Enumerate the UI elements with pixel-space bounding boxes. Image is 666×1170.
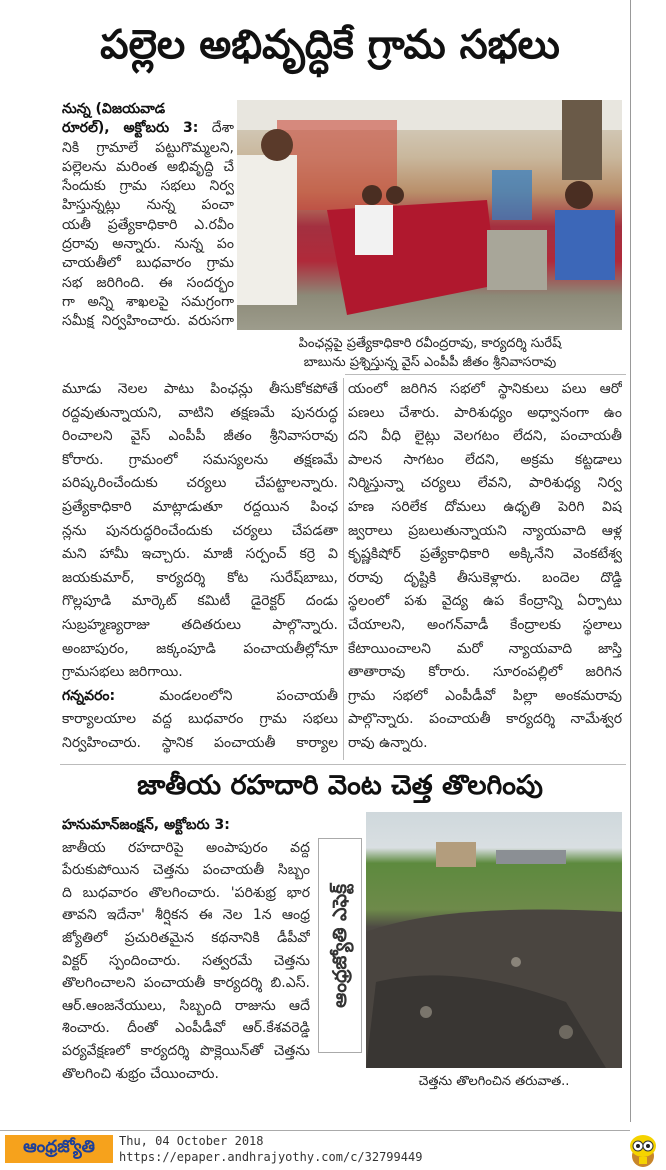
article1-right-column (348, 378, 622, 756)
text-line (62, 520, 338, 544)
line-text: యతీ ప్రత్యేకాధికారి ఎ.రవీం (62, 216, 234, 233)
text-line (62, 590, 338, 614)
epaper-url[interactable]: https://epaper.andhrajyothy.com/c/32799449 (119, 1150, 423, 1164)
text-line (62, 904, 310, 927)
text-line (348, 449, 622, 473)
line-text: మూడు నెలల పాటు పింఛన్లు తీసుకోకపోతే (62, 381, 338, 397)
text-line (62, 449, 338, 473)
text-line (62, 254, 234, 273)
text-line (348, 378, 622, 402)
text-line (62, 496, 338, 520)
line-text: కేటాయించాలని మరో న్యాయవాది జాస్తి (348, 640, 622, 657)
line-text: సుబ్రహ్మణ్యరాజు తదితరులు పాల్గొన్నారు. (62, 616, 338, 633)
text-line (62, 274, 234, 293)
text-line (62, 543, 338, 567)
line-text: రద్దవుతున్నాయని, వాటిని తక్షణమే పునరుద్ధ (62, 404, 338, 421)
line-text: చేయాలని, అంగన్‌వాడీ కేంద్రాలకు స్థలాలు (348, 616, 622, 633)
text-line (62, 100, 234, 119)
text-line (62, 708, 338, 732)
line-text: రరావు దృష్టికి తీసుకెళ్లారు. బందెల దొడ్డి (348, 569, 622, 586)
text-line (348, 567, 622, 591)
text-line (62, 177, 234, 196)
text-line (62, 196, 234, 215)
line-text: రావు ఉన్నారు. (348, 734, 428, 751)
text-line (62, 814, 310, 837)
logo-text: ఆంధ్రజ్యోతి (23, 1137, 95, 1157)
text-line (348, 732, 622, 756)
text-line (62, 1040, 310, 1063)
text-line (348, 520, 622, 544)
line-text: కృష్ణకిషోర్ ప్రత్యేకాధికారి అక్కినేని వెంకటేశ్వ (348, 546, 622, 563)
text-line (62, 614, 338, 638)
text-line (348, 402, 622, 426)
dateline: గన్నవరం: (62, 687, 116, 704)
garbage-cleared-photo (366, 812, 622, 1068)
dateline: రూరల్), అక్టోబరు 3: (62, 120, 199, 137)
text-line (62, 402, 338, 426)
text-line (62, 950, 310, 973)
photo-caption-1 (238, 334, 622, 372)
text-line (62, 1017, 310, 1040)
text-line (348, 425, 622, 449)
line-text: రించాలని వైస్ ఎంపీపీ జీతం శ్రీనివాసరావు (62, 428, 338, 445)
line-text: జ్వరాలు ప్రబలుతున్నాయని న్యాయవాది ఆళ్ల (348, 522, 622, 539)
andhrajyothy-effect-stamp (318, 838, 362, 1053)
line-text: ద్రరావు అన్నారు. నున్న పం (62, 236, 234, 253)
text-line (62, 378, 338, 402)
text-line (348, 590, 622, 614)
line-text: పరిష్కరించేందుకు చర్యలు చేపట్టాలన్నారు. (62, 475, 338, 492)
line-text: దేశా (198, 120, 234, 137)
text-line (62, 859, 310, 882)
footer-divider (0, 1130, 630, 1131)
line-text: గా అన్ని శాఖలపై సమగ్రంగా (62, 293, 234, 310)
line-text: చాయతీలో బుధవారం గ్రామ (62, 255, 234, 272)
dateline: హనుమాన్‌జంక్షన్, అక్టోబరు 3: (62, 817, 230, 833)
line-text: తాతారావు కోరారు. సూరంపల్లిలో జరిగిన (348, 664, 622, 681)
text-line (62, 425, 338, 449)
line-text: గ్రామ సభలో ఎంపీడీవో పిల్లా అంకమరావు (348, 687, 622, 704)
line-text: జ్యోతిలో ప్రచురితమైన కథనానికి డీపీవో (62, 929, 310, 946)
text-line (348, 638, 622, 662)
text-line (62, 995, 310, 1018)
text-line (348, 472, 622, 496)
line-text: పేరుకుపోయిన చెత్తను పంచాయతీ సిబ్బం (62, 862, 310, 879)
divider (60, 764, 626, 765)
line-text: న్లను పునరుద్ధరించేందుకు చర్యలు చేపడతా (62, 522, 338, 539)
text-line (62, 927, 310, 950)
line-text: గొల్లపూడి మార్కెట్ కమిటీ డైరెక్టర్ దండు (62, 593, 338, 610)
caption-line: బాబును ప్రశ్నిస్తున్న వైస్ ఎంపీపీ జీతం శ్రీనివాసరావు (303, 355, 557, 370)
line-text: ఆర్.ఆంజనేయులు, సిబ్బంది రాజును ఆదే (62, 997, 310, 1014)
text-line (62, 1063, 310, 1086)
line-text: నిర్మిస్తున్నా చర్యలు లేవని, పారిశుధ్య నిర్వ (348, 475, 622, 492)
text-line (62, 685, 338, 709)
owl-icon (628, 1132, 658, 1168)
caption-line: పింఛన్లపై ప్రత్యేకాధికారి రవీంద్రరావు, కార్యదర్శి సురేష్ (298, 336, 562, 351)
footer-meta (119, 1133, 422, 1165)
line-text: సేందుకు గ్రామ సభలు నిర్వ (62, 178, 234, 195)
text-line (62, 235, 234, 254)
line-text: తొలగించాలని పంచాయతీ కార్యదర్శి బి.ఎస్. (62, 975, 310, 992)
text-line (62, 139, 234, 158)
line-text: జాతీయ రహదారిపై అంపాపురం వద్ద (62, 839, 310, 856)
line-text: తొలగించి శుభ్రం చేయించారు. (62, 1065, 219, 1082)
text-line (62, 293, 234, 312)
line-text: సమీక్ష నిర్వహించారు. వరుసగా (62, 313, 234, 330)
line-text: యంలో జరిగిన సభలో స్థానికులు పలు ఆరో (348, 381, 622, 397)
line-text: ది బుధవారం తొలగించారు. 'పరిశుభ్ర భార (62, 884, 310, 901)
article1-intro (62, 100, 234, 332)
text-line (62, 732, 338, 756)
text-line (62, 158, 234, 177)
text-line (62, 972, 310, 995)
text-line (348, 614, 622, 638)
publish-date: Thu, 04 October 2018 (119, 1134, 264, 1148)
headline-2: జాతీయ రహదారి వెంట చెత్త తొలగింపు (137, 770, 543, 801)
text-line (62, 312, 234, 331)
text-line (348, 496, 622, 520)
line-text: సభ జరిగింది. ఈ సందర్భం (62, 274, 234, 291)
line-text: నిర్వహించారు. స్థానిక పంచాయతీ కార్యాల (62, 734, 338, 751)
line-text: మండలంలోని పంచాయతీ (115, 687, 338, 704)
text-line (348, 661, 622, 685)
line-text: ప్రత్యేకాధికారి మాట్లాడుతూ రద్దయిన పింఛ (62, 498, 338, 515)
line-text: అంబాపురం, జక్కంపూడి పంచాయతీల్లోనూ (62, 640, 338, 657)
line-text: నికి గ్రామాలే పట్టుగొమ్మలని, (62, 139, 234, 156)
text-line (62, 216, 234, 235)
text-line (62, 837, 310, 860)
article2-body (62, 814, 310, 1085)
dateline: నున్న (విజయవాడ (62, 101, 166, 117)
line-text: మని హామీ ఇచ్చారు. మాజీ సర్పంచ్ కర్రె వి (62, 546, 338, 563)
line-text: తావని ఇదేనా' శీర్షికన ఈ నెల 1న ఆంధ్ర (62, 907, 310, 924)
line-text: పాల్గొన్నారు. పంచాయతీ కార్యదర్శి నామేశ్వర (348, 711, 622, 728)
text-line (348, 708, 622, 732)
headline-1: పల్లెల అభివృద్ధికే గ్రామ సభలు (100, 22, 560, 68)
line-text: హిస్తున్నట్లు నున్న పంచా (62, 197, 234, 214)
text-line (62, 661, 338, 685)
line-text: విక్టర్ స్పందించారు. సత్వరమే చెత్తను (62, 952, 310, 969)
line-text: జయకుమార్, కార్యదర్శి కోట సురేష్‌బాబు, (62, 569, 338, 586)
line-text: శించారు. దీంతో ఎంపీడీవో ఆర్.కేశవరెడ్డి (62, 1020, 310, 1037)
text-line (62, 882, 310, 905)
andhrajyothy-logo (5, 1135, 113, 1163)
text-line (62, 567, 338, 591)
photo-caption-2: చెత్తను తొలగించిన తరువాత.. (418, 1074, 570, 1089)
text-line (348, 543, 622, 567)
text-line (62, 638, 338, 662)
line-text: స్థలంలో పశు వైద్య ఉప కేంద్రాన్ని ఏర్పాటు (348, 593, 622, 610)
column-divider (343, 378, 344, 760)
gram-sabha-photo (237, 100, 622, 330)
line-text: గ్రామసభలు జరిగాయి. (62, 664, 183, 681)
line-text: పణలు చేశారు. పారిశుధ్యం అధ్వానంగా ఉం (348, 404, 622, 421)
line-text: పాలన సాగటం లేదని, అక్రమ కట్టడాలు (348, 451, 622, 468)
line-text: దని వీధి లైట్లు వెలగటం లేదని, పంచాయతీ (348, 428, 622, 445)
article1-left-column (62, 378, 338, 756)
text-line (348, 685, 622, 709)
line-text: పర్యవేక్షణలో కార్యదర్శి పొక్లెయిన్‌తో చెత్తను (62, 1042, 310, 1059)
stamp-text: ఆంధ్రజ్యోతి ఎఫెక్ట్ (329, 883, 351, 1008)
text-line (62, 119, 234, 138)
line-text: కోరారు. గ్రామంలో సమస్యలను తక్షణమే (62, 451, 338, 468)
text-line (62, 472, 338, 496)
line-text: పల్లెలను మరింత అభివృద్ధి చే (62, 158, 234, 175)
divider (345, 374, 626, 375)
line-text: కార్యాలయాల వద్ద బుధవారం గ్రామ సభలు (62, 711, 338, 728)
line-text: హణ సరిలేక దోమలు ఉధృతి పెరిగి విష (348, 498, 622, 515)
